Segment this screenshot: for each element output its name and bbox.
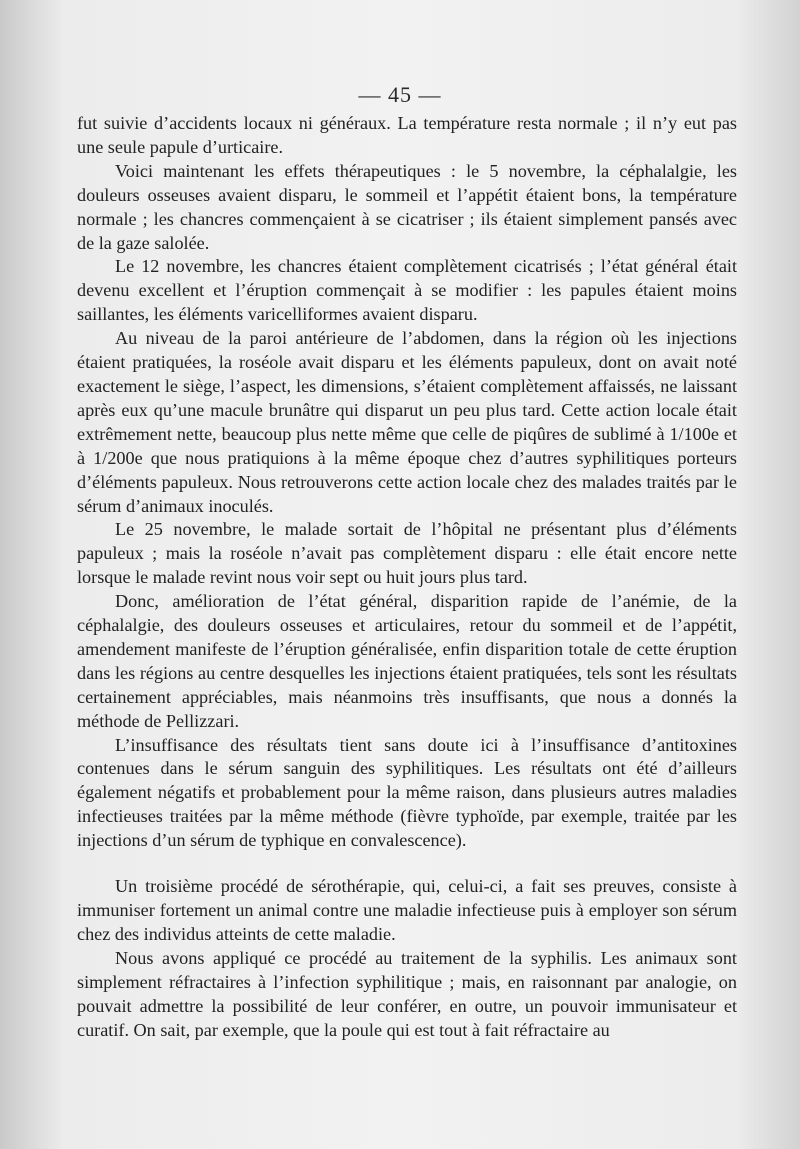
page-number: — 45 —	[358, 82, 442, 107]
paragraph-25-november: Le 25 novembre, le malade sortait de l’hôpital ne présentant plus d’éléments papuleux ; mais la roséole n’avait pas complètement disparu : elle était encore nette lorsque le malade revint nous voir sept ou huit jours plus tard.	[77, 519, 737, 588]
paragraph-12-november: Le 12 novembre, les chancres étaient complètement cicatrisés ; l’état général était devenu excellent et l’éruption commençait à se modifier : les papules étaient moins saillantes, les éléments varicelliformes avaient disparu.	[77, 256, 737, 325]
paragraph-summary-results: Donc, amélioration de l’état général, disparition rapide de l’anémie, de la céphalalgie, des douleurs osseuses et articulaires, retour du sommeil et de l’appétit, amendement manifeste de l’éruption généralisée, enfin disparition totale de cette éruption dans les régions au centre desquelles les injections étaient pratiquées, tels sont les résultats certainement appréciables, mais néanmoins très insuffisants, que nous a donnés la méthode de Pellizzari.	[77, 591, 737, 731]
body-text	[77, 112, 737, 1042]
paragraph-third-procedure: Un troisième procédé de sérothérapie, qui, celui-ci, a fait ses preuves, consiste à immuniser fortement un animal contre une maladie infectieuse puis à employer son sérum chez des individus atteints de cette maladie.	[77, 876, 737, 944]
paragraph-insufficiency: L’insuffisance des résultats tient sans doute ici à l’insuffisance d’antitoxines contenues dans le sérum sanguin des syphilitiques. Les résultats ont été d’ailleurs également négatifs et probablement pour la même raison, dans plusieurs autres maladies infectieuses traitées par la même méthode (fièvre typhoïde, par exemple, traitée par les injections d’un sérum de typhique en convalescence).	[77, 734, 737, 851]
paragraph-abdominal-wall: Au niveau de la paroi antérieure de l’abdomen, dans la région où les injections étaient pratiquées, la roséole avait disparu et les éléments papuleux, dont on avait noté exactement le siège, l’aspect, les dimensions, s’étaient complètement affaissés, ne laissant après eux qu’une macule brunâtre qui disparut un peu plus tard. Cette action locale était extrêmement nette, beaucoup plus nette même que celle de piqûres de sublimé à 1/100e et à 1/200e que nous pratiquions à la même époque chez d’autres syphilitiques porteurs d’éléments papuleux. Nous retrouverons cette action locale chez des malades traités par le sérum d’animaux inoculés.	[77, 328, 737, 516]
paragraph-therapeutic-effects: Voici maintenant les effets thérapeutiques : le 5 novembre, la céphalalgie, les douleurs osseuses avaient disparu, le sommeil et l’appétit étaient bons, la température normale ; les chancres commençaient à se cicatriser ; ils étaient simplement pansés avec de la gaze salolée.	[77, 160, 737, 253]
paragraph-continuation: fut suivie d’accidents locaux ni généraux. La température resta normale ; il n’y eut pas une seule papule d’urticaire.	[77, 113, 737, 157]
paragraph-syphilis-treatment: Nous avons appliqué ce procédé au traitement de la syphilis. Les animaux sont simplement réfractaires à l’infection syphilitique ; mais, en raisonnant par analogie, on pouvait admettre la possibilité de leur conférer, en outre, un pouvoir immunisateur et curatif. On sait, par exemple, que la poule qui est tout à fait réfractaire au	[77, 947, 737, 1040]
